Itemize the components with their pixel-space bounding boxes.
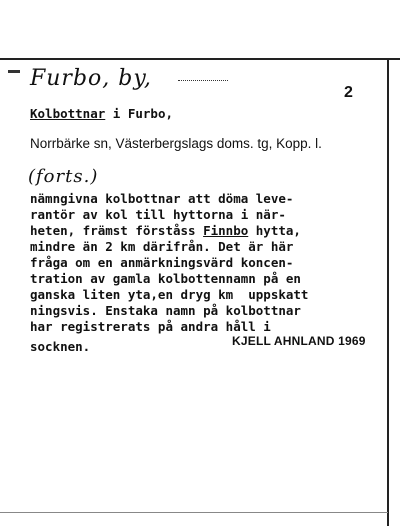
handwritten-heading: Furbo, by, (30, 66, 152, 91)
body-line-3 (30, 223, 301, 238)
body-line-7: ganska liten yta,en dryg km uppskatt (30, 287, 309, 302)
handwritten-note: (forts.) (28, 166, 99, 187)
headword: Kolbottnar (30, 106, 106, 121)
page-number: 2 (344, 84, 353, 101)
card-right-border (387, 58, 389, 526)
body-line-8: ningsvis. Enstaka namn på kolbottnar (30, 303, 301, 318)
body-line-2: rantör av kol till hyttorna i när- (30, 207, 286, 222)
body-line-9: har registrerats på andra håll i (30, 319, 271, 334)
body-line-3-start: heten, främst förståss (30, 223, 204, 238)
body-line-6: tration av gamla kolbottennamn på en (30, 271, 301, 286)
body-line-5: fråga om en anmärkningsvärd koncen- (30, 255, 294, 270)
headword-rest: i Furbo, (105, 106, 173, 121)
body-line-4: mindre än 2 km därifrån. Det är här (30, 239, 294, 254)
card-top-border (0, 58, 400, 60)
dotted-line (178, 80, 228, 81)
headword-line (30, 106, 173, 121)
body-last-line: socknen. (30, 339, 91, 354)
body-line-1: nämngivna kolbottnar att döma leve- (30, 191, 294, 206)
card-bottom-edge (0, 512, 388, 513)
location-line: Norrbärke sn, Västerbergslags doms. tg, Kopp. l. (30, 136, 322, 151)
corner-mark (8, 70, 20, 73)
body-line-3-end: hytta, (248, 223, 301, 238)
underlined-place: Finnbo (203, 223, 249, 238)
signature: KJELL AHNLAND 1969 (232, 334, 366, 348)
